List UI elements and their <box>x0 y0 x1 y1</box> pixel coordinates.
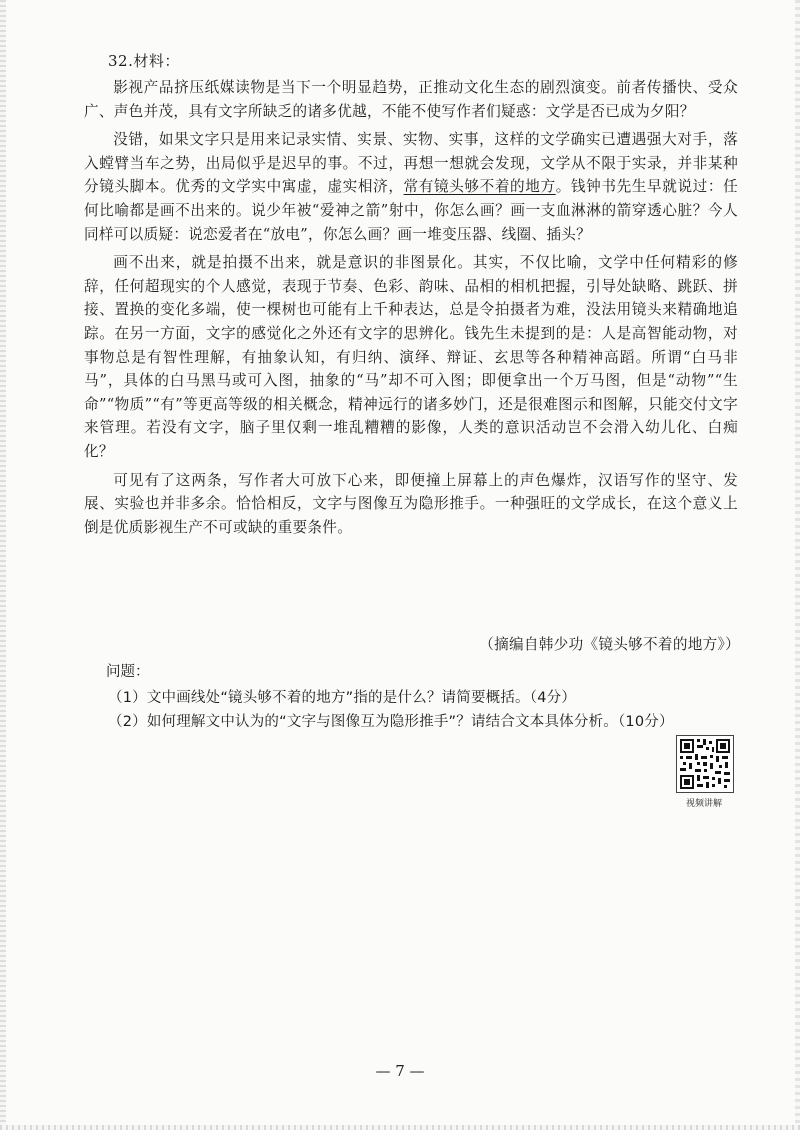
paragraph-3: 画不出来，就是拍摄不出来，就是意识的非图景化。其实，不仅比喻，文学中任何精彩的修辞，任何超现实的个人感觉，表现于节奏、色彩、韵味、品相的相机把握，引导处缺略、跳跃、拼接、置换的变化多端，使一棵树也可能有上千种表达，总是令拍摄者为难，没法用镜头来精确地追踪。在另一方面，文字的感觉化之外还有文字的思辨化。钱先生未提到的是：人是高智能动物，对事物总是有智性理解，有抽象认知，有归纳、演绎、辩证、玄思等各种精神高蹈。所谓“白马非马”，具体的白马黑马或可入图，抽象的“马”却不可入图；即便拿出一个万马图，但是“动物”“生命”“物质”“有”等更高等级的相关概念，精神远行的诸多妙门，还是很难图示和图解，只能交付文字来管理。若没有文字，脑子里仅剩一堆乱糟糟的影像，人类的意识活动岂不会滑入幼儿化、白痴化？ <box>84 254 738 460</box>
paragraph-1: 影视产品挤压纸媒读物是当下一个明显趋势，正推动文化生态的剧烈演变。前者传播快、受众广、声色并茂，具有文字所缺乏的诸多优越，不能不使写作者们疑惑：文学是否已成为夕阳？ <box>84 79 738 120</box>
qr-code-icon[interactable] <box>676 735 734 793</box>
paragraph-2 <box>84 128 738 246</box>
qr-code-graphic <box>677 736 733 792</box>
underlined-phrase: 常有镜头够不着的地方 <box>403 178 556 196</box>
scan-edge-bottom <box>0 1125 800 1130</box>
source-citation: （摘编自韩少功《镜头够不着的地方》） <box>479 636 740 653</box>
paragraph-2-text-b: 。钱钟书先生早就说过：任何比喻都是画不出来的。说少年被“爱神之箭”射中，你怎么画？画一支血淋淋的箭穿透心脏？今人同样可以质疑：说恋爱者在“放电”，你怎么画？画一堆变压器、线圈、插头？ <box>84 178 738 243</box>
qr-caption: 视频讲解 <box>685 799 722 809</box>
page-number: — 7 — <box>375 1062 425 1080</box>
paragraph-4: 可见有了这两条，写作者大可放下心来，即便撞上屏幕上的声色爆炸，汉语写作的坚守、发展、实验也并非多余。恰恰相反，文字与图像互为隐形推手。一种强旺的文学成长，在这个意义上倒是优质影视生产不可或缺的重要条件。 <box>84 471 738 536</box>
question-number: 32.材料： <box>108 52 180 70</box>
scan-edge-left <box>0 0 6 1130</box>
reading-material <box>84 76 738 544</box>
scan-edge-right <box>795 0 800 1130</box>
paragraph-2-text-a: 没错，如果文字只是用来记录实情、实景、实物、实事，这样的文学确实已遭遇强大对手，落入螳臂当车之势，出局似乎是迟早的事。不过，再想一想就会发现，文学从不限于实录，并非某种分镜头脚本。优秀的文学实中寓虚，虚实相济， <box>84 131 738 196</box>
questions-heading: 问题： <box>106 664 150 680</box>
question-2: （2）如何理解文中认为的“文字与图像互为隐形推手”？请结合文本具体分析。（10分） <box>108 714 674 730</box>
question-1: （1）文中画线处“镜头够不着的地方”指的是什么？请简要概括。（4分） <box>108 690 577 706</box>
